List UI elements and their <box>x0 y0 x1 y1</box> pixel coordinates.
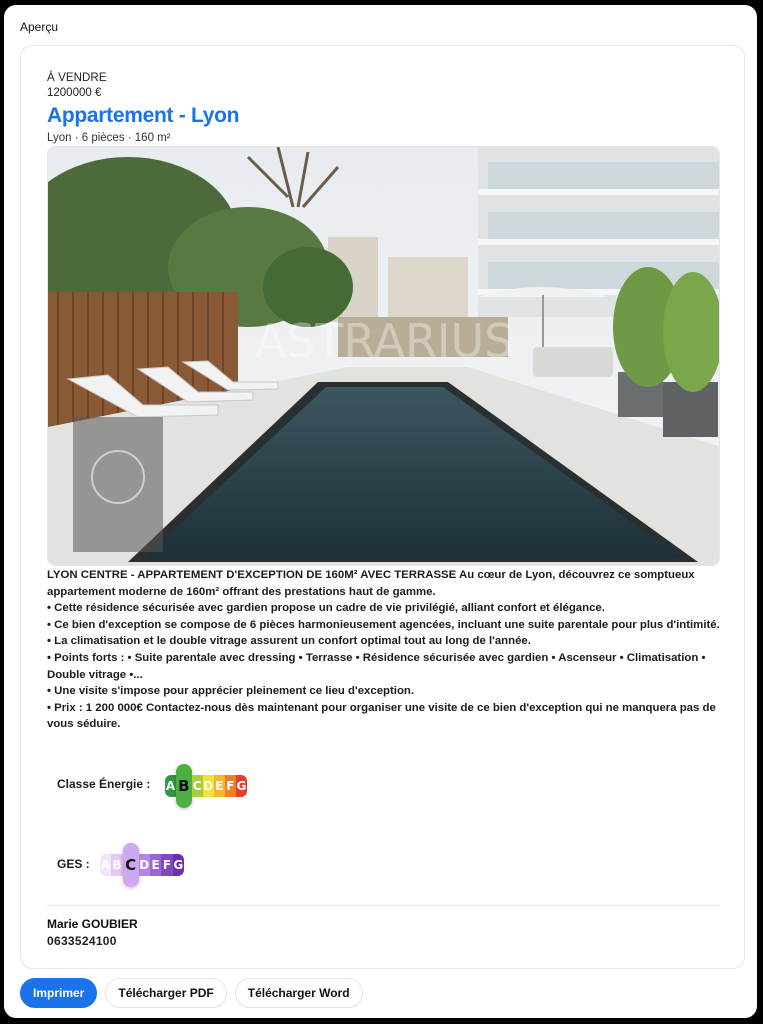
listing-description <box>47 567 727 733</box>
energy-class-e: E <box>214 775 225 797</box>
ges-class-d: D <box>139 854 150 876</box>
preview-window <box>4 5 757 1018</box>
description-bullet: • Prix : 1 200 000€ Contactez-nous dès maintenant pour organiser une visite de ce bien d'exception qui ne manquera pas de vous séduire. <box>47 701 716 731</box>
ges-class-a: A <box>100 854 111 876</box>
ges-class-f: F <box>161 854 172 876</box>
description-bullet: • Ce bien d'exception se compose de 6 pièces harmonieusement agencées, incluant une suite parentale pour plus d'intimité. <box>47 618 720 631</box>
listing-title: Appartement - Lyon <box>47 104 240 127</box>
ges-class-e: E <box>150 854 161 876</box>
listing-photo <box>47 146 720 566</box>
description-bullet: • Points forts : • Suite parentale avec dressing • Terrasse • Résidence sécurisée avec gardien • Ascenseur • Climatisation • Double vitrage •... <box>47 651 706 681</box>
description-bullet: • Cette résidence sécurisée avec gardien propose un cadre de vie privilégié, alliant confort et élégance. <box>47 602 605 615</box>
watermark-text: ASTRARIUS <box>254 314 514 368</box>
energy-class-g: G <box>236 775 247 797</box>
ges-class-c: C <box>123 843 139 887</box>
energy-class-b: B <box>176 764 192 808</box>
description-bullet: • La climatisation et le double vitrage assurent un confort optimal tout au long de l'année. <box>47 635 531 648</box>
window-title: Aperçu <box>20 20 59 34</box>
agent-name: Marie GOUBIER <box>47 917 138 931</box>
energy-class-c: C <box>192 775 203 797</box>
print-button[interactable]: Imprimer <box>20 978 97 1008</box>
energy-class-d: D <box>203 775 214 797</box>
energy-class-f: F <box>225 775 236 797</box>
agent-phone: 0633524100 <box>47 934 117 948</box>
description-paragraph: LYON CENTRE - APPARTEMENT D'EXCEPTION DE 160M² AVEC TERRASSE Au cœur de Lyon, découvrez ce somptueux appartement moderne de 160m² offrant des prestations haut de gamme. <box>47 569 695 598</box>
pool-photo-illustration <box>48 147 720 566</box>
energy-class-label: Classe Énergie : <box>57 777 151 791</box>
divider <box>47 905 720 906</box>
energy-class-a: A <box>165 775 176 797</box>
ges-class-b: B <box>111 854 122 876</box>
ges-class-g: G <box>173 854 184 876</box>
energy-class-scale <box>165 775 247 797</box>
ges-label: GES : <box>57 857 90 871</box>
download-pdf-button[interactable]: Télécharger PDF <box>105 978 226 1008</box>
listing-subtitle: Lyon · 6 pièces · 160 m² <box>47 132 171 144</box>
ges-scale <box>100 854 184 876</box>
download-word-button[interactable]: Télécharger Word <box>235 978 363 1008</box>
listing-card <box>20 45 745 969</box>
listing-price: 1200000 € <box>47 87 102 99</box>
action-bar <box>20 978 363 1008</box>
description-bullet: • Une visite s'impose pour apprécier pleinement ce lieu d'exception. <box>47 685 415 698</box>
listing-status: À VENDRE <box>47 72 107 84</box>
